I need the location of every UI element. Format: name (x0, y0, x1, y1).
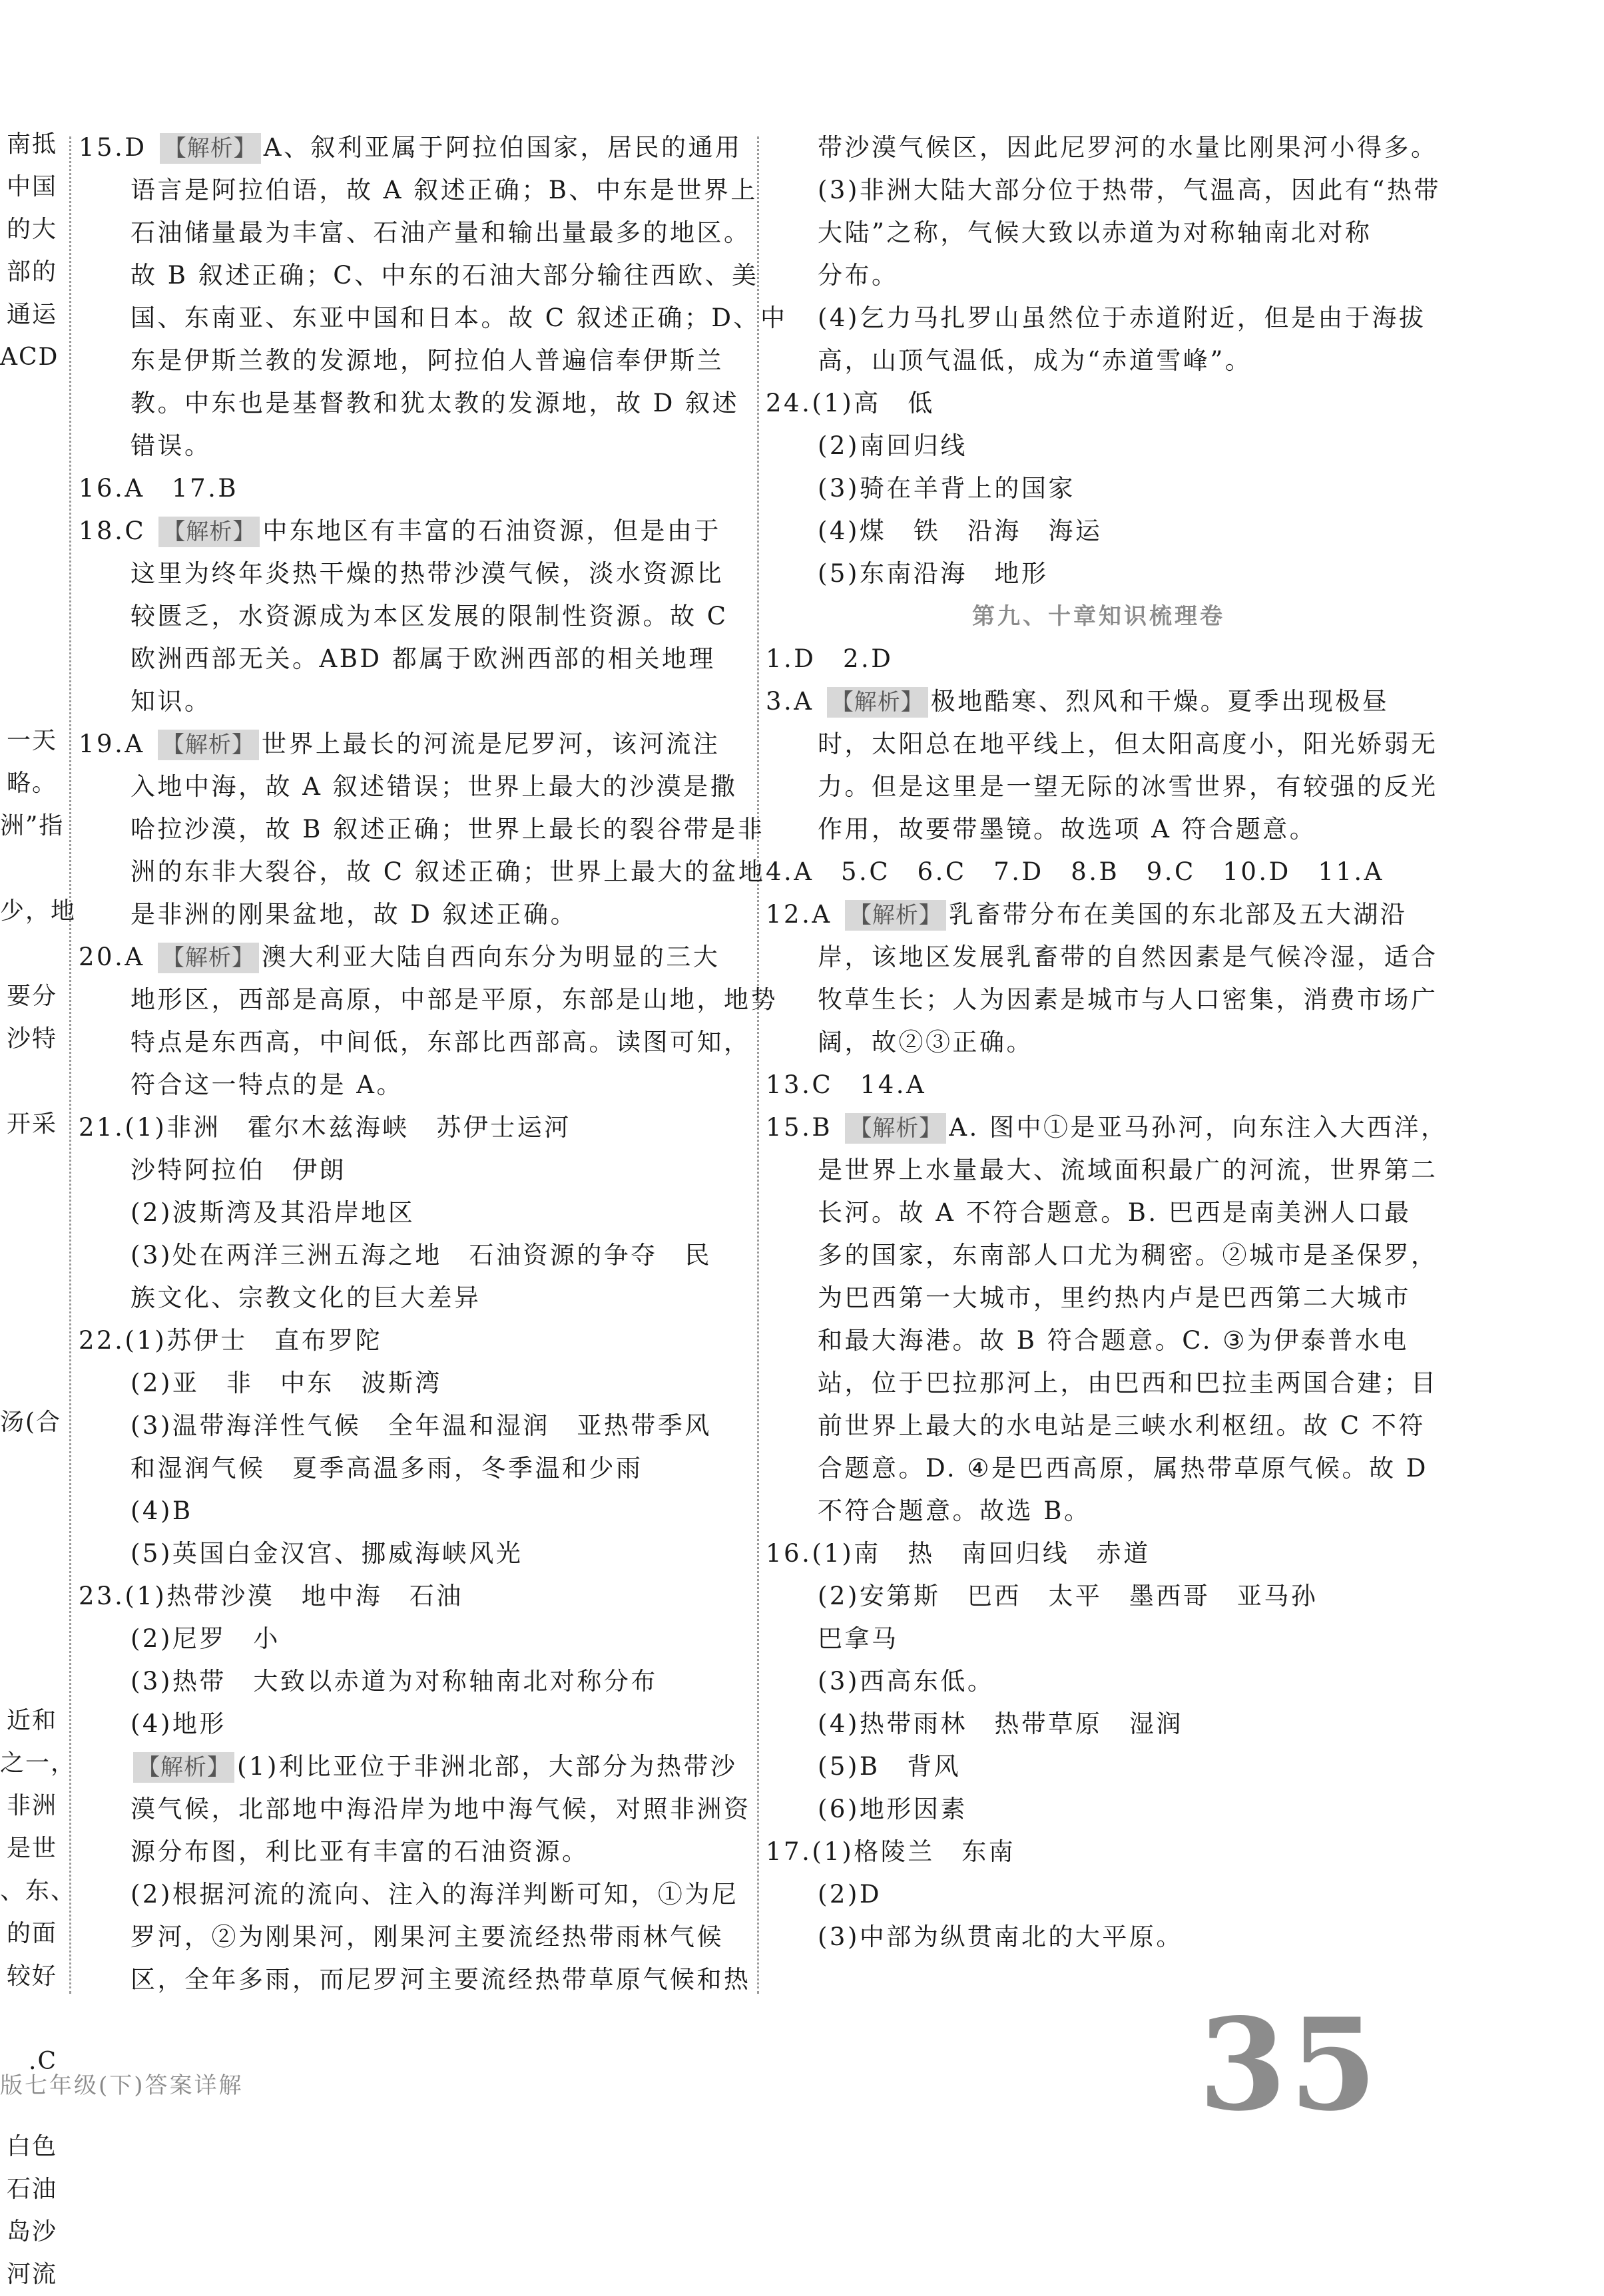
text-line (79, 1405, 744, 1447)
edge-text-line (0, 1273, 57, 1316)
line-text: 分布。 (818, 261, 899, 290)
text-line (79, 1532, 744, 1575)
line-text: 较匮乏，水资源成为本区发展的限制性资源。故 C (131, 602, 728, 630)
line-text: (3)热带 大致以赤道为对称轴南北对称分布 (131, 1667, 658, 1696)
text-line (79, 169, 758, 212)
analysis-tag: 【解析】 (845, 900, 946, 931)
line-text: 高，山顶气温低，成为“赤道雪峰”。 (818, 346, 1252, 375)
edge-text-line (0, 933, 57, 975)
line-text: (4)地形 (131, 1710, 226, 1738)
text-line (766, 553, 1432, 595)
edge-text-line: 非洲 (6, 1792, 57, 1819)
line-text: (2)根据河流的流向、注入的海洋判断可知，①为尼 (131, 1880, 739, 1909)
text-line (79, 638, 744, 680)
line-text: (3)处在两洋三洲五海之地 石油资源的争夺 民 (131, 1241, 712, 1269)
middle-column (79, 126, 788, 2001)
line-text-rest: A. 图中①是亚马孙河，向东注入大西洋， (949, 1113, 1448, 1142)
text-line (79, 340, 744, 382)
page-number: 35 (1199, 1990, 1380, 2139)
edge-text-line: 之一， (0, 1749, 77, 1777)
edge-text-line (0, 1231, 57, 1273)
edge-text-line (0, 1316, 57, 1359)
left-column-divider (69, 136, 71, 1994)
right-column (766, 126, 1448, 1958)
line-text: (4)乞力马扎罗山虽然位于赤道附近，但是由于海拔 (818, 304, 1426, 332)
line-text: (6)地形因素 (818, 1795, 967, 1823)
edge-text-line (0, 1146, 57, 1188)
text-line (766, 425, 1432, 467)
text-line (766, 638, 1432, 680)
line-text: 故 B 叙述正确；C、中东的石油大部分输往西欧、美 (131, 261, 759, 290)
text-line (766, 936, 1438, 979)
text-line (766, 1447, 1432, 1490)
line-text: 不符合题意。故选 B。 (818, 1496, 1091, 1525)
line-text: (3)温带海洋性气候 全年温和湿润 亚热带季风 (131, 1411, 712, 1440)
line-text: (3)西高东低。 (818, 1667, 995, 1696)
line-text: 大陆”之称，气候大致以赤道为对称轴南北对称 (818, 218, 1372, 247)
edge-text-line: 中国 (6, 173, 57, 200)
analysis-tag: 【解析】 (158, 730, 259, 760)
text-line (79, 1958, 751, 2001)
text-line (766, 1021, 1432, 1064)
edge-text-line: 的大 (6, 216, 57, 243)
line-text-rest: 世界上最长的河流是尼罗河，该河流注 (261, 730, 720, 758)
text-line (79, 1447, 744, 1490)
line-text: 时，太阳总在地平线上，但太阳高度小，阳光娇弱无 (818, 730, 1438, 758)
text-line (79, 1660, 744, 1703)
edge-text-line: 南抵 (6, 130, 57, 158)
line-text: 18.C (79, 517, 156, 545)
line-text-rest: 澳大利亚大陆自西向东分为明显的三大 (261, 943, 720, 971)
text-line (79, 766, 744, 808)
line-text: (5)东南沿海 地形 (818, 559, 1049, 588)
line-text: 教。中东也是基督教和犹太教的发源地，故 D 叙述 (131, 389, 740, 417)
edge-text-line: 洲”指 (0, 812, 65, 839)
edge-text-line (0, 1657, 57, 1700)
line-text: 岸，该地区发展乳畜带的自然因素是气候冷湿，适合 (818, 943, 1438, 971)
line-text-rest: 中东地区有丰富的石油资源，但是由于 (262, 517, 721, 545)
text-line (766, 1149, 1438, 1192)
text-line (79, 1106, 744, 1149)
analysis-tag: 【解析】 (133, 1752, 234, 1783)
edge-text-line: 汤(合 (0, 1409, 62, 1436)
text-line (79, 510, 744, 553)
line-text: 3.A (766, 687, 824, 716)
text-line (79, 425, 744, 467)
line-text: 为巴西第一大城市，里约热内卢是巴西第二大城市 (818, 1283, 1411, 1312)
line-text: 国、东南亚、东亚中国和日本。故 C 叙述正确；D、中 (131, 304, 788, 332)
edge-text-line: 部的 (6, 258, 57, 286)
text-line (766, 1532, 1432, 1575)
text-line (79, 254, 759, 297)
edge-text-line (0, 592, 57, 634)
line-text: 和湿润气候 夏季高温多雨，冬季温和少雨 (131, 1454, 643, 1483)
text-line (766, 808, 1432, 851)
line-text: 长河。故 A 不符合题意。B. 巴西是南美洲人口最 (818, 1198, 1412, 1227)
text-line (766, 1192, 1432, 1234)
edge-text-line (0, 1359, 57, 1401)
edge-text-line: 一天 (6, 727, 57, 754)
line-text: 知识。 (131, 687, 212, 716)
text-line (766, 1618, 1432, 1660)
text-line (766, 1831, 1432, 1873)
text-line (766, 1064, 1432, 1106)
text-line (766, 1362, 1438, 1405)
edge-text-line: 岛沙 (6, 2218, 57, 2245)
line-text: 漠气候，北部地中海沿岸为地中海气候，对照非洲资 (131, 1795, 751, 1823)
line-text: (5)B 背风 (818, 1752, 961, 1781)
text-line (79, 851, 766, 893)
line-text: 15.B (766, 1113, 843, 1142)
text-line (79, 1575, 744, 1618)
line-text: 石油储量最为丰富、石油产量和输出量最多的地区。 (131, 218, 751, 247)
text-line (766, 297, 1432, 340)
edge-text-line: 白色 (6, 2133, 57, 2160)
text-line (79, 467, 744, 510)
text-line (79, 1277, 744, 1319)
edge-text-line (0, 1998, 57, 2040)
text-line (766, 1319, 1432, 1362)
text-line (766, 169, 1441, 212)
line-text: 4.A 5.C 6.C 7.D 8.B 9.C 10.D 11.A (766, 857, 1384, 886)
edge-text-line: 河流 (6, 2261, 57, 2288)
line-text: 罗河，②为刚果河，刚果河主要流经热带雨林气候 (131, 1923, 724, 1951)
edge-text-line: 沙特 (6, 1025, 57, 1052)
line-text: 源分布图，利比亚有丰富的石油资源。 (131, 1837, 589, 1866)
line-text: 17.(1)格陵兰 东南 (766, 1837, 1016, 1866)
analysis-tag: 【解析】 (158, 943, 259, 973)
text-line (766, 766, 1438, 808)
text-line (766, 1277, 1432, 1319)
edge-text-line: 通运 (6, 301, 57, 328)
text-line (79, 893, 744, 936)
text-line (766, 1916, 1432, 1958)
text-line (79, 680, 744, 723)
line-text: (4)B (131, 1496, 193, 1525)
text-line (766, 1745, 1432, 1788)
line-text: 第九、十章知识梳理卷 (972, 603, 1225, 630)
text-line (79, 979, 778, 1021)
edge-text-line: 略。 (6, 770, 57, 797)
line-text: (2)D (818, 1880, 882, 1909)
edge-text-line (0, 1572, 57, 1614)
edge-text-line: 石油 (6, 2176, 57, 2203)
edge-text-line (0, 1444, 57, 1487)
text-line (79, 553, 744, 595)
line-text: 作用，故要带墨镜。故选项 A 符合题意。 (818, 815, 1317, 843)
line-text: (2)南回归线 (818, 431, 967, 460)
edge-text-line (0, 379, 57, 421)
edge-text-line (0, 1529, 57, 1572)
text-line (79, 1319, 744, 1362)
line-text: 这里为终年炎热干燥的热带沙漠气候，淡水资源比 (131, 559, 724, 588)
edge-text-line: 近和 (6, 1707, 57, 1734)
line-text: 22.(1)苏伊士 直布罗陀 (79, 1326, 383, 1355)
line-text: (3)骑在羊背上的国家 (818, 474, 1075, 503)
text-line (766, 1575, 1432, 1618)
line-text: 东是伊斯兰教的发源地，阿拉伯人普遍信奉伊斯兰 (131, 346, 724, 375)
text-line (766, 979, 1438, 1021)
text-line (79, 212, 751, 254)
text-line (79, 1192, 744, 1234)
line-text: 23.(1)热带沙漠 地中海 石油 (79, 1582, 463, 1610)
line-text: (2)波斯湾及其沿岸地区 (131, 1198, 415, 1227)
text-line (766, 510, 1432, 553)
line-text: 19.A (79, 730, 155, 758)
text-line (766, 382, 1432, 425)
text-line (79, 382, 744, 425)
left-edge-column (0, 123, 77, 2296)
text-line (766, 254, 1432, 297)
edge-text-line (0, 1614, 57, 1657)
edge-text-line (0, 464, 57, 507)
line-text: 区，全年多雨，而尼罗河主要流经热带草原气候和热 (131, 1965, 751, 1994)
line-text-rest: 乳畜带分布在美国的东北部及五大湖沿 (948, 900, 1408, 929)
line-text: (2)安第斯 巴西 太平 墨西哥 亚马孙 (818, 1582, 1318, 1610)
text-line (766, 851, 1432, 893)
line-text: 入地中海，故 A 叙述错误；世界上最大的沙漠是撒 (131, 772, 738, 801)
text-line (766, 1660, 1432, 1703)
line-text: (3)非洲大陆大部分位于热带，气温高，因此有“热带 (818, 176, 1441, 204)
line-text: 12.A (766, 900, 842, 929)
edge-text-line (0, 1060, 57, 1103)
line-text: 15.D (79, 133, 157, 162)
center-column-divider (757, 136, 759, 1994)
text-line (766, 1703, 1432, 1745)
text-line (79, 808, 765, 851)
text-line (79, 723, 744, 766)
edge-text-line (0, 1487, 57, 1529)
text-line (79, 595, 744, 638)
line-text: 符合这一特点的是 A。 (131, 1070, 403, 1099)
edge-text-line (0, 421, 57, 464)
edge-text-line (0, 847, 57, 890)
line-text: 和最大海港。故 B 符合题意。C. ③为伊泰普水电 (818, 1326, 1409, 1355)
line-text: 带沙漠气候区，因此尼罗河的水量比刚果河小得多。 (818, 133, 1438, 162)
edge-text-line: 、东、 (0, 1877, 77, 1905)
text-line (79, 1831, 744, 1873)
edge-text-line: ACD (0, 344, 59, 371)
edge-text-line: 要分 (6, 983, 57, 1010)
edge-text-line: 少，地 (0, 897, 77, 925)
line-text: 13.C 14.A (766, 1070, 927, 1099)
line-text: 20.A (79, 943, 155, 971)
line-text: 合题意。D. ④是巴西高原，属热带草原气候。故 D (818, 1454, 1428, 1483)
text-line (79, 1362, 744, 1405)
line-text: (5)英国白金汉宫、挪威海峡风光 (131, 1539, 523, 1568)
text-line (766, 1490, 1432, 1532)
line-text: 哈拉沙漠，故 B 叙述正确；世界上最长的裂谷带是非 (131, 815, 765, 843)
text-line (79, 1703, 744, 1745)
text-line (766, 680, 1432, 723)
text-line (766, 126, 1438, 169)
text-line (79, 1788, 751, 1831)
text-line (766, 467, 1432, 510)
line-text: 多的国家，东南部人口尤为稠密。②城市是圣保罗， (818, 1241, 1438, 1269)
analysis-tag: 【解析】 (827, 687, 928, 718)
line-text: 站，位于巴拉那河上，由巴西和巴拉圭两国合建；目 (818, 1369, 1438, 1397)
analysis-tag: 【解析】 (158, 517, 260, 547)
line-text: 是世界上水量最大、流域面积最广的河流，世界第二 (818, 1156, 1438, 1184)
edge-text-line: 是世 (6, 1835, 57, 1862)
line-text: 语言是阿拉伯语，故 A 叙述正确；B、中东是世界上 (131, 176, 758, 204)
text-line (79, 1234, 744, 1277)
text-line (766, 212, 1432, 254)
line-text: 16.A 17.B (79, 474, 239, 503)
analysis-tag: 【解析】 (160, 133, 261, 164)
line-text: 巴拿马 (818, 1624, 899, 1653)
text-line (79, 1149, 744, 1192)
line-text: 前世界上最大的水电站是三峡水利枢纽。故 C 不符 (818, 1411, 1426, 1440)
line-text: 牧草生长；人为因素是城市与人口密集，消费市场广 (818, 985, 1438, 1014)
text-line (79, 1873, 744, 1916)
text-line (79, 1618, 744, 1660)
text-line (79, 1490, 744, 1532)
line-text: 地形区，西部是高原，中部是平原，东部是山地，地势 (131, 985, 778, 1014)
line-text: 24.(1)高 低 (766, 389, 935, 417)
text-line (79, 1064, 744, 1106)
text-line (79, 936, 744, 979)
line-text: 族文化、宗教文化的巨大差异 (131, 1283, 481, 1312)
line-text: 沙特阿拉伯 伊朗 (131, 1156, 346, 1184)
line-text: 1.D 2.D (766, 644, 894, 673)
line-text: (3)中部为纵贯南北的大平原。 (818, 1923, 1183, 1951)
text-line (79, 297, 788, 340)
text-line (766, 1873, 1432, 1916)
edge-text-line: .C (29, 2048, 57, 2075)
line-text: 特点是东西高，中间低，东部比西部高。读图可知， (131, 1028, 751, 1056)
line-text: 洲的东非大裂谷，故 C 叙述正确；世界上最大的盆地 (131, 857, 766, 886)
line-text: 是非洲的刚果盆地，故 D 叙述正确。 (131, 900, 578, 929)
footer-text: 版七年级(下)答案详解 (0, 2072, 244, 2099)
text-line (766, 893, 1432, 936)
text-line (766, 1234, 1438, 1277)
edge-text-line: 的面 (6, 1920, 57, 1947)
text-line (766, 1106, 1448, 1149)
edge-text-line (0, 549, 57, 592)
edge-text-line (0, 1188, 57, 1231)
edge-text-line: 较好 (6, 1962, 57, 1990)
line-text: (4)热带雨林 热带草原 湿润 (818, 1710, 1183, 1738)
text-line (766, 723, 1438, 766)
text-line (79, 126, 744, 169)
line-text: (4)煤 铁 沿海 海运 (818, 517, 1103, 545)
line-text: 力。但是这里是一望无际的冰雪世界，有较强的反光 (818, 772, 1438, 801)
line-text: (2)亚 非 中东 波斯湾 (131, 1369, 442, 1397)
text-line (766, 340, 1432, 382)
text-line (766, 1788, 1432, 1831)
text-line (79, 1916, 744, 1958)
line-text-rest: A、叙利亚属于阿拉伯国家，居民的通用 (263, 133, 742, 162)
text-line (79, 1745, 744, 1788)
text-line (79, 1021, 751, 1064)
text-line (766, 1405, 1432, 1447)
edge-text-line (0, 634, 57, 677)
text-line (766, 595, 1432, 638)
line-text: (2)尼罗 小 (131, 1624, 280, 1653)
edge-text-line: 开采 (6, 1110, 57, 1138)
analysis-tag: 【解析】 (845, 1113, 946, 1144)
line-text: 错误。 (131, 431, 212, 460)
line-text: 16.(1)南 热 南回归线 赤道 (766, 1539, 1151, 1568)
edge-text-line (0, 677, 57, 720)
line-text: 21.(1)非洲 霍尔木兹海峡 苏伊士运河 (79, 1113, 571, 1142)
line-text-rest: 极地酷寒、烈风和干燥。夏季出现极昼 (930, 687, 1390, 716)
line-text-rest: (1)利比亚位于非洲北部，大部分为热带沙 (237, 1752, 738, 1781)
edge-text-line (0, 507, 57, 549)
line-text: 阔，故②③正确。 (818, 1028, 1033, 1056)
line-text: 欧洲西部无关。ABD 都属于欧洲西部的相关地理 (131, 644, 716, 673)
